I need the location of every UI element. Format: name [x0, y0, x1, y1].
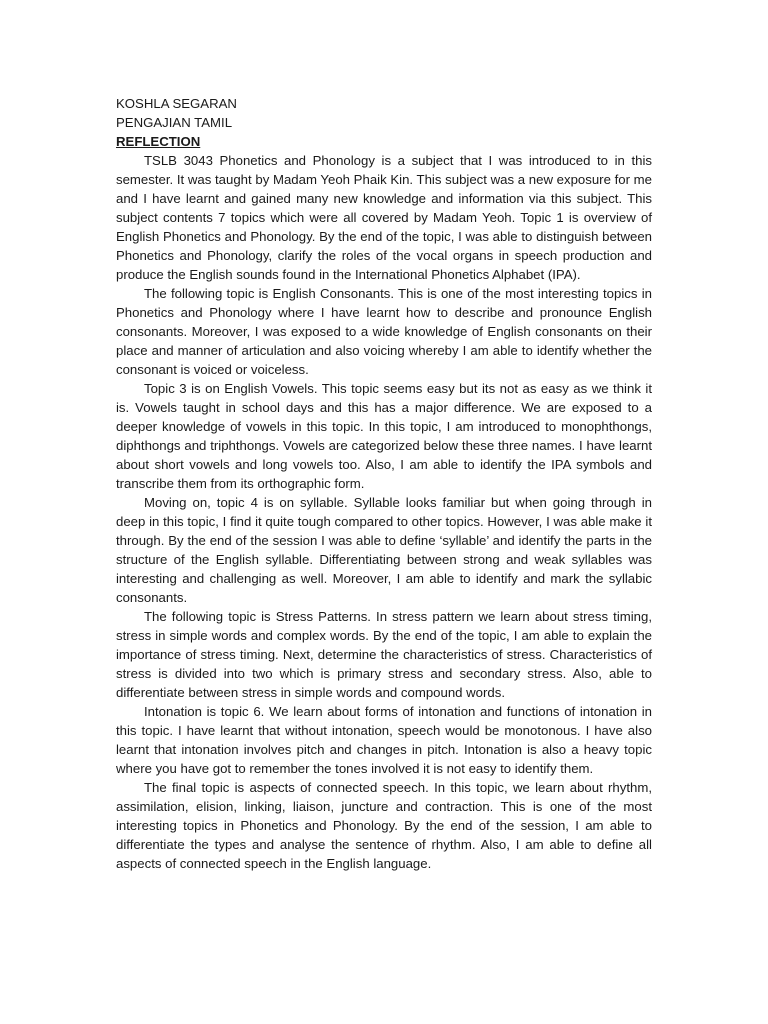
paragraph-syllable: Moving on, topic 4 is on syllable. Syllable looks familiar but when going through in deep in this topic, I find it quite tough compared to other topics. However, I was able make it through. By the end of the session I was able to define ‘syllable’ and identify the parts in the structure of the English syllable. Differentiating between strong and weak syllables was interesting and challenging as well. Moreover, I am able to identify and mark the syllabic consonants.	[116, 495, 652, 605]
paragraph-stress: The following topic is Stress Patterns. In stress pattern we learn about stress timing, stress in simple words and complex words. By the end of the topic, I am able to explain the importance of stress timing. Next, determine the characteristics of stress. Characteristics of stress is divided into two which is primary stress and secondary stress. Also, able to differentiate between stress in simple words and compound words.	[116, 609, 652, 700]
author-name: KOSHLA SEGARAN	[116, 96, 237, 111]
paragraph-vowels: Topic 3 is on English Vowels. This topic seems easy but its not as easy as we think it is. Vowels taught in school days and this has a major difference. We are exposed to a deeper knowledge of vowels in this topic. In this topic, I am introduced to monophthongs, diphthongs and triphthongs. Vowels are categorized below these three names. I have learnt about short vowels and long vowels too. Also, I am able to identify the IPA symbols and transcribe them from its orthographic form.	[116, 381, 652, 491]
paragraph-intonation: Intonation is topic 6. We learn about forms of intonation and functions of intonation in this topic. I have learnt that without intonation, speech would be monotonous. I have also learnt that intonation involves pitch and changes in pitch. Intonation is also a heavy topic where you have got to remember the tones involved it is not easy to identify them.	[116, 704, 652, 776]
document-title: REFLECTION	[116, 134, 201, 149]
program-name: PENGAJIAN TAMIL	[116, 115, 233, 130]
document-page	[116, 94, 652, 873]
paragraph-consonants: The following topic is English Consonants. This is one of the most interesting topics in Phonetics and Phonology where I have learnt how to describe and pronounce English consonants. Moreover, I was exposed to a wide knowledge of English consonants on their place and manner of articulation and also voicing whereby I am able to identify whether the consonant is voiced or voiceless.	[116, 286, 652, 377]
paragraph-connected-speech: The final topic is aspects of connected speech. In this topic, we learn about rhythm, assimilation, elision, linking, liaison, juncture and contraction. This is one of the most interesting topics in Phonetics and Phonology. By the end of the session, I am able to differentiate the types and analyse the sentence of rhythm. Also, I am able to define all aspects of connected speech in the English language.	[116, 780, 652, 871]
paragraph-intro: TSLB 3043 Phonetics and Phonology is a subject that I was introduced to in this semester. It was taught by Madam Yeoh Phaik Kin. This subject was a new exposure for me and I have learnt and gained many new knowledge and information via this subject. This subject contents 7 topics which were all covered by Madam Yeoh. Topic 1 is overview of English Phonetics and Phonology. By the end of the topic, I was able to distinguish between Phonetics and Phonology, clarify the roles of the vocal organs in speech production and produce the English sounds found in the International Phonetics Alphabet (IPA).	[116, 153, 652, 282]
